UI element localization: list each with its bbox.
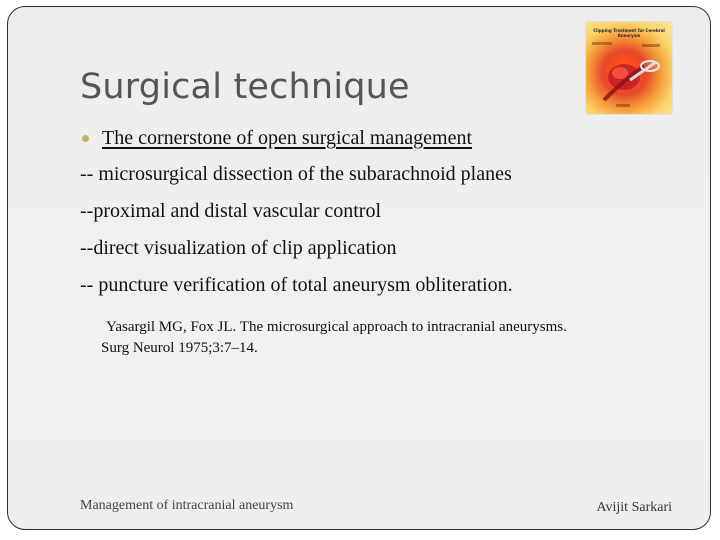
content-line: --direct visualization of clip application bbox=[80, 237, 397, 259]
footer-author: Avijit Sarkari bbox=[596, 500, 672, 515]
content-line: -- microsurgical dissection of the subarachnoid planes bbox=[80, 163, 512, 185]
book-cover-title: Clipping Treatment for Cerebral Aneurysm bbox=[593, 28, 665, 38]
slide bbox=[7, 6, 711, 530]
reference-line-1: Yasargil MG, Fox JL. The microsurgical approach to intracranial aneurysms. bbox=[106, 319, 567, 335]
content-line: -- puncture verification of total aneurysm obliteration. bbox=[80, 274, 513, 296]
reference-line-2: Surg Neurol 1975;3:7–14. bbox=[101, 340, 258, 356]
slide-title: Surgical technique bbox=[80, 67, 410, 107]
content-line: --proximal and distal vascular control bbox=[80, 200, 382, 222]
footer-presentation-title: Management of intracranial aneurysm bbox=[80, 498, 294, 513]
reference-citation bbox=[101, 317, 661, 359]
bullet-dot-icon bbox=[82, 135, 89, 142]
bullet-text: The cornerstone of open surgical management bbox=[102, 127, 473, 149]
book-cover-thumbnail bbox=[586, 22, 672, 114]
